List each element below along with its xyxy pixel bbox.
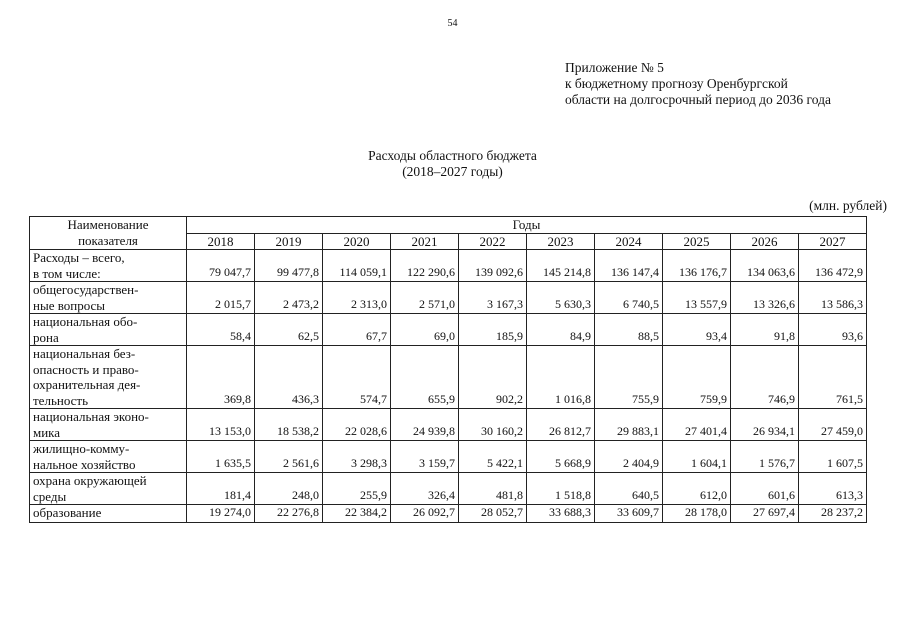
row-label: [30, 250, 187, 282]
value-cell: 26 934,1: [731, 409, 799, 441]
row-label: [30, 346, 187, 409]
row-label-line: жилищно-комму-: [33, 441, 130, 456]
value-cell: 2 015,7: [187, 282, 255, 314]
value-cell: 755,9: [595, 346, 663, 409]
value-cell: 1 635,5: [187, 441, 255, 473]
value-cell: 122 290,6: [391, 250, 459, 282]
row-label: [30, 409, 187, 441]
value-cell: 759,9: [663, 346, 731, 409]
value-cell: 27 459,0: [799, 409, 867, 441]
header-name-line: показателя: [78, 232, 138, 248]
value-cell: 139 092,6: [459, 250, 527, 282]
value-cell: 185,9: [459, 314, 527, 346]
value-cell: 79 047,7: [187, 250, 255, 282]
value-cell: 67,7: [323, 314, 391, 346]
year-header: 2027: [799, 233, 867, 250]
value-cell: 746,9: [731, 346, 799, 409]
value-cell: 136 176,7: [663, 250, 731, 282]
row-label-line: национальная обо-: [33, 314, 138, 329]
value-cell: 93,4: [663, 314, 731, 346]
value-cell: 62,5: [255, 314, 323, 346]
value-cell: 28 178,0: [663, 505, 731, 523]
value-cell: 2 313,0: [323, 282, 391, 314]
value-cell: 3 167,3: [459, 282, 527, 314]
row-label: [30, 441, 187, 473]
page-number: 54: [447, 18, 458, 29]
value-cell: 99 477,8: [255, 250, 323, 282]
table-header-row: [30, 217, 867, 234]
title-subline: (2018–2027 годы): [402, 164, 503, 179]
table-row: [30, 282, 867, 314]
value-cell: 30 160,2: [459, 409, 527, 441]
value-cell: 761,5: [799, 346, 867, 409]
value-cell: 28 237,2: [799, 505, 867, 523]
budget-table: [29, 216, 867, 523]
value-cell: 613,3: [799, 473, 867, 505]
header-name-line: Наименование: [67, 217, 149, 232]
header-years: Годы: [187, 217, 867, 234]
value-cell: 58,4: [187, 314, 255, 346]
table-row: [30, 314, 867, 346]
value-cell: 2 561,6: [255, 441, 323, 473]
row-label-line: тельность: [33, 392, 89, 408]
row-label-line: в том числе:: [33, 265, 101, 281]
value-cell: 1 016,8: [527, 346, 595, 409]
value-cell: 5 668,9: [527, 441, 595, 473]
row-label-line: охрана окружающей: [33, 473, 147, 488]
value-cell: 26 812,7: [527, 409, 595, 441]
value-cell: 2 404,9: [595, 441, 663, 473]
value-cell: 27 401,4: [663, 409, 731, 441]
value-cell: 91,8: [731, 314, 799, 346]
year-header: 2024: [595, 233, 663, 250]
value-cell: 5 630,3: [527, 282, 595, 314]
value-cell: 22 384,2: [323, 505, 391, 523]
value-cell: 22 276,8: [255, 505, 323, 523]
row-label: [30, 282, 187, 314]
value-cell: 640,5: [595, 473, 663, 505]
value-cell: 26 092,7: [391, 505, 459, 523]
value-cell: 6 740,5: [595, 282, 663, 314]
year-header: 2026: [731, 233, 799, 250]
document-title: [0, 148, 905, 180]
value-cell: 902,2: [459, 346, 527, 409]
table-row: [30, 250, 867, 282]
row-label-line: национальная эконо-: [33, 409, 149, 424]
value-cell: 114 059,1: [323, 250, 391, 282]
value-cell: 601,6: [731, 473, 799, 505]
value-cell: 134 063,6: [731, 250, 799, 282]
row-label-line: мика: [33, 424, 61, 440]
value-cell: 24 939,8: [391, 409, 459, 441]
value-cell: 369,8: [187, 346, 255, 409]
row-label: [30, 314, 187, 346]
row-label-line: национальная без-: [33, 346, 136, 361]
value-cell: 3 298,3: [323, 441, 391, 473]
value-cell: 33 609,7: [595, 505, 663, 523]
value-cell: 181,4: [187, 473, 255, 505]
value-cell: 136 472,9: [799, 250, 867, 282]
value-cell: 1 604,1: [663, 441, 731, 473]
value-cell: 84,9: [527, 314, 595, 346]
value-cell: 574,7: [323, 346, 391, 409]
value-cell: 22 028,6: [323, 409, 391, 441]
value-cell: 19 274,0: [187, 505, 255, 523]
value-cell: 13 326,6: [731, 282, 799, 314]
value-cell: 655,9: [391, 346, 459, 409]
year-header: 2023: [527, 233, 595, 250]
year-header: 2025: [663, 233, 731, 250]
value-cell: 145 214,8: [527, 250, 595, 282]
value-cell: 27 697,4: [731, 505, 799, 523]
value-cell: 88,5: [595, 314, 663, 346]
row-label-line: ные вопросы: [33, 297, 106, 313]
row-label-line: среды: [33, 488, 67, 504]
value-cell: 248,0: [255, 473, 323, 505]
year-header: 2022: [459, 233, 527, 250]
value-cell: 481,8: [459, 473, 527, 505]
value-cell: 29 883,1: [595, 409, 663, 441]
value-cell: 1 607,5: [799, 441, 867, 473]
value-cell: 436,3: [255, 346, 323, 409]
value-cell: 33 688,3: [527, 505, 595, 523]
value-cell: 2 473,2: [255, 282, 323, 314]
table-row: [30, 441, 867, 473]
value-cell: 13 153,0: [187, 409, 255, 441]
value-cell: 18 538,2: [255, 409, 323, 441]
row-label: [30, 505, 187, 523]
value-cell: 3 159,7: [391, 441, 459, 473]
value-cell: 2 571,0: [391, 282, 459, 314]
row-label-line: образование: [33, 505, 102, 520]
value-cell: 93,6: [799, 314, 867, 346]
appendix-line: к бюджетному прогнозу Оренбургской: [565, 76, 788, 91]
units-label: (млн. рублей): [809, 198, 887, 213]
row-label-line: охранительная дея-: [33, 377, 141, 392]
header-indicator-name: [30, 217, 187, 250]
year-header: 2020: [323, 233, 391, 250]
value-cell: 5 422,1: [459, 441, 527, 473]
appendix-note: [565, 60, 831, 108]
title-line: Расходы областного бюджета: [368, 148, 537, 163]
value-cell: 69,0: [391, 314, 459, 346]
row-label-line: общегосударствен-: [33, 282, 139, 297]
row-label-line: нальное хозяйство: [33, 456, 136, 472]
table-row: [30, 409, 867, 441]
table-row: [30, 346, 867, 409]
value-cell: 326,4: [391, 473, 459, 505]
appendix-line: области на долгосрочный период до 2036 года: [565, 92, 831, 107]
value-cell: 612,0: [663, 473, 731, 505]
value-cell: 13 586,3: [799, 282, 867, 314]
row-label-line: опасность и право-: [33, 361, 139, 377]
row-label-line: Расходы – всего,: [33, 250, 125, 265]
value-cell: 1 518,8: [527, 473, 595, 505]
year-header: 2019: [255, 233, 323, 250]
value-cell: 255,9: [323, 473, 391, 505]
row-label: [30, 473, 187, 505]
appendix-line: Приложение № 5: [565, 60, 664, 75]
value-cell: 13 557,9: [663, 282, 731, 314]
table-row: [30, 505, 867, 523]
value-cell: 136 147,4: [595, 250, 663, 282]
table-row: [30, 473, 867, 505]
year-header: 2018: [187, 233, 255, 250]
value-cell: 1 576,7: [731, 441, 799, 473]
row-label-line: рона: [33, 329, 59, 345]
value-cell: 28 052,7: [459, 505, 527, 523]
year-header: 2021: [391, 233, 459, 250]
